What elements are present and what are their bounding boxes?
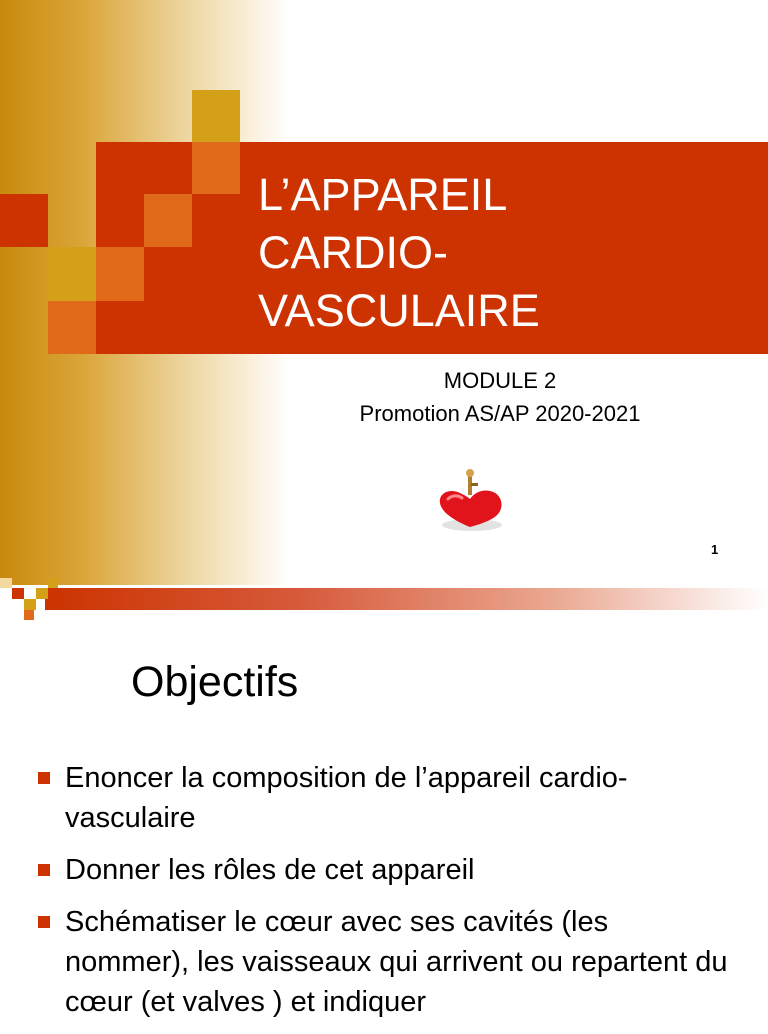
list-item (36, 850, 736, 890)
list-item (36, 902, 736, 1022)
promotion-label: Promotion AS/AP 2020-2021 (359, 401, 641, 426)
list-item (36, 758, 736, 838)
objectives-title: Objectifs (131, 658, 299, 706)
deco-square (12, 588, 24, 599)
bullet-square-icon (38, 772, 50, 784)
deco-square (0, 578, 12, 588)
title-line: CARDIO- (258, 227, 448, 278)
bullet-text: Donner les rôles de cet appareil (65, 854, 475, 886)
deco-square (48, 578, 58, 588)
title-line: L’APPAREIL (258, 169, 508, 220)
deco-square (0, 194, 48, 247)
bottom-gradient-bar (45, 588, 768, 610)
objectives-list (36, 758, 736, 1034)
deco-square (144, 194, 192, 247)
title-line: VASCULAIRE (258, 285, 540, 336)
deco-square (24, 610, 34, 620)
bullet-square-icon (38, 864, 50, 876)
deco-square (48, 301, 96, 354)
objectives-slide (0, 622, 768, 1024)
module-label: MODULE 2 (443, 368, 557, 393)
deco-square (24, 599, 36, 610)
deco-square (48, 247, 96, 301)
deco-square (192, 142, 240, 194)
deco-square (36, 588, 48, 599)
bullet-square-icon (38, 916, 50, 928)
bullet-text: Schématiser le cœur avec ses cavités (les nommer), les vaisseaux qui arrivent ou repartent du cœur (et valves ) et indiquer (65, 906, 728, 1018)
deco-square (96, 247, 144, 301)
slide-title (258, 166, 758, 340)
slide-subtitle (300, 364, 700, 430)
bullet-text: Enoncer la composition de l’appareil cardio-vasculaire (65, 762, 628, 834)
deco-square (192, 90, 240, 142)
slide-number: 1 (711, 542, 719, 557)
heart-icon (430, 465, 510, 537)
